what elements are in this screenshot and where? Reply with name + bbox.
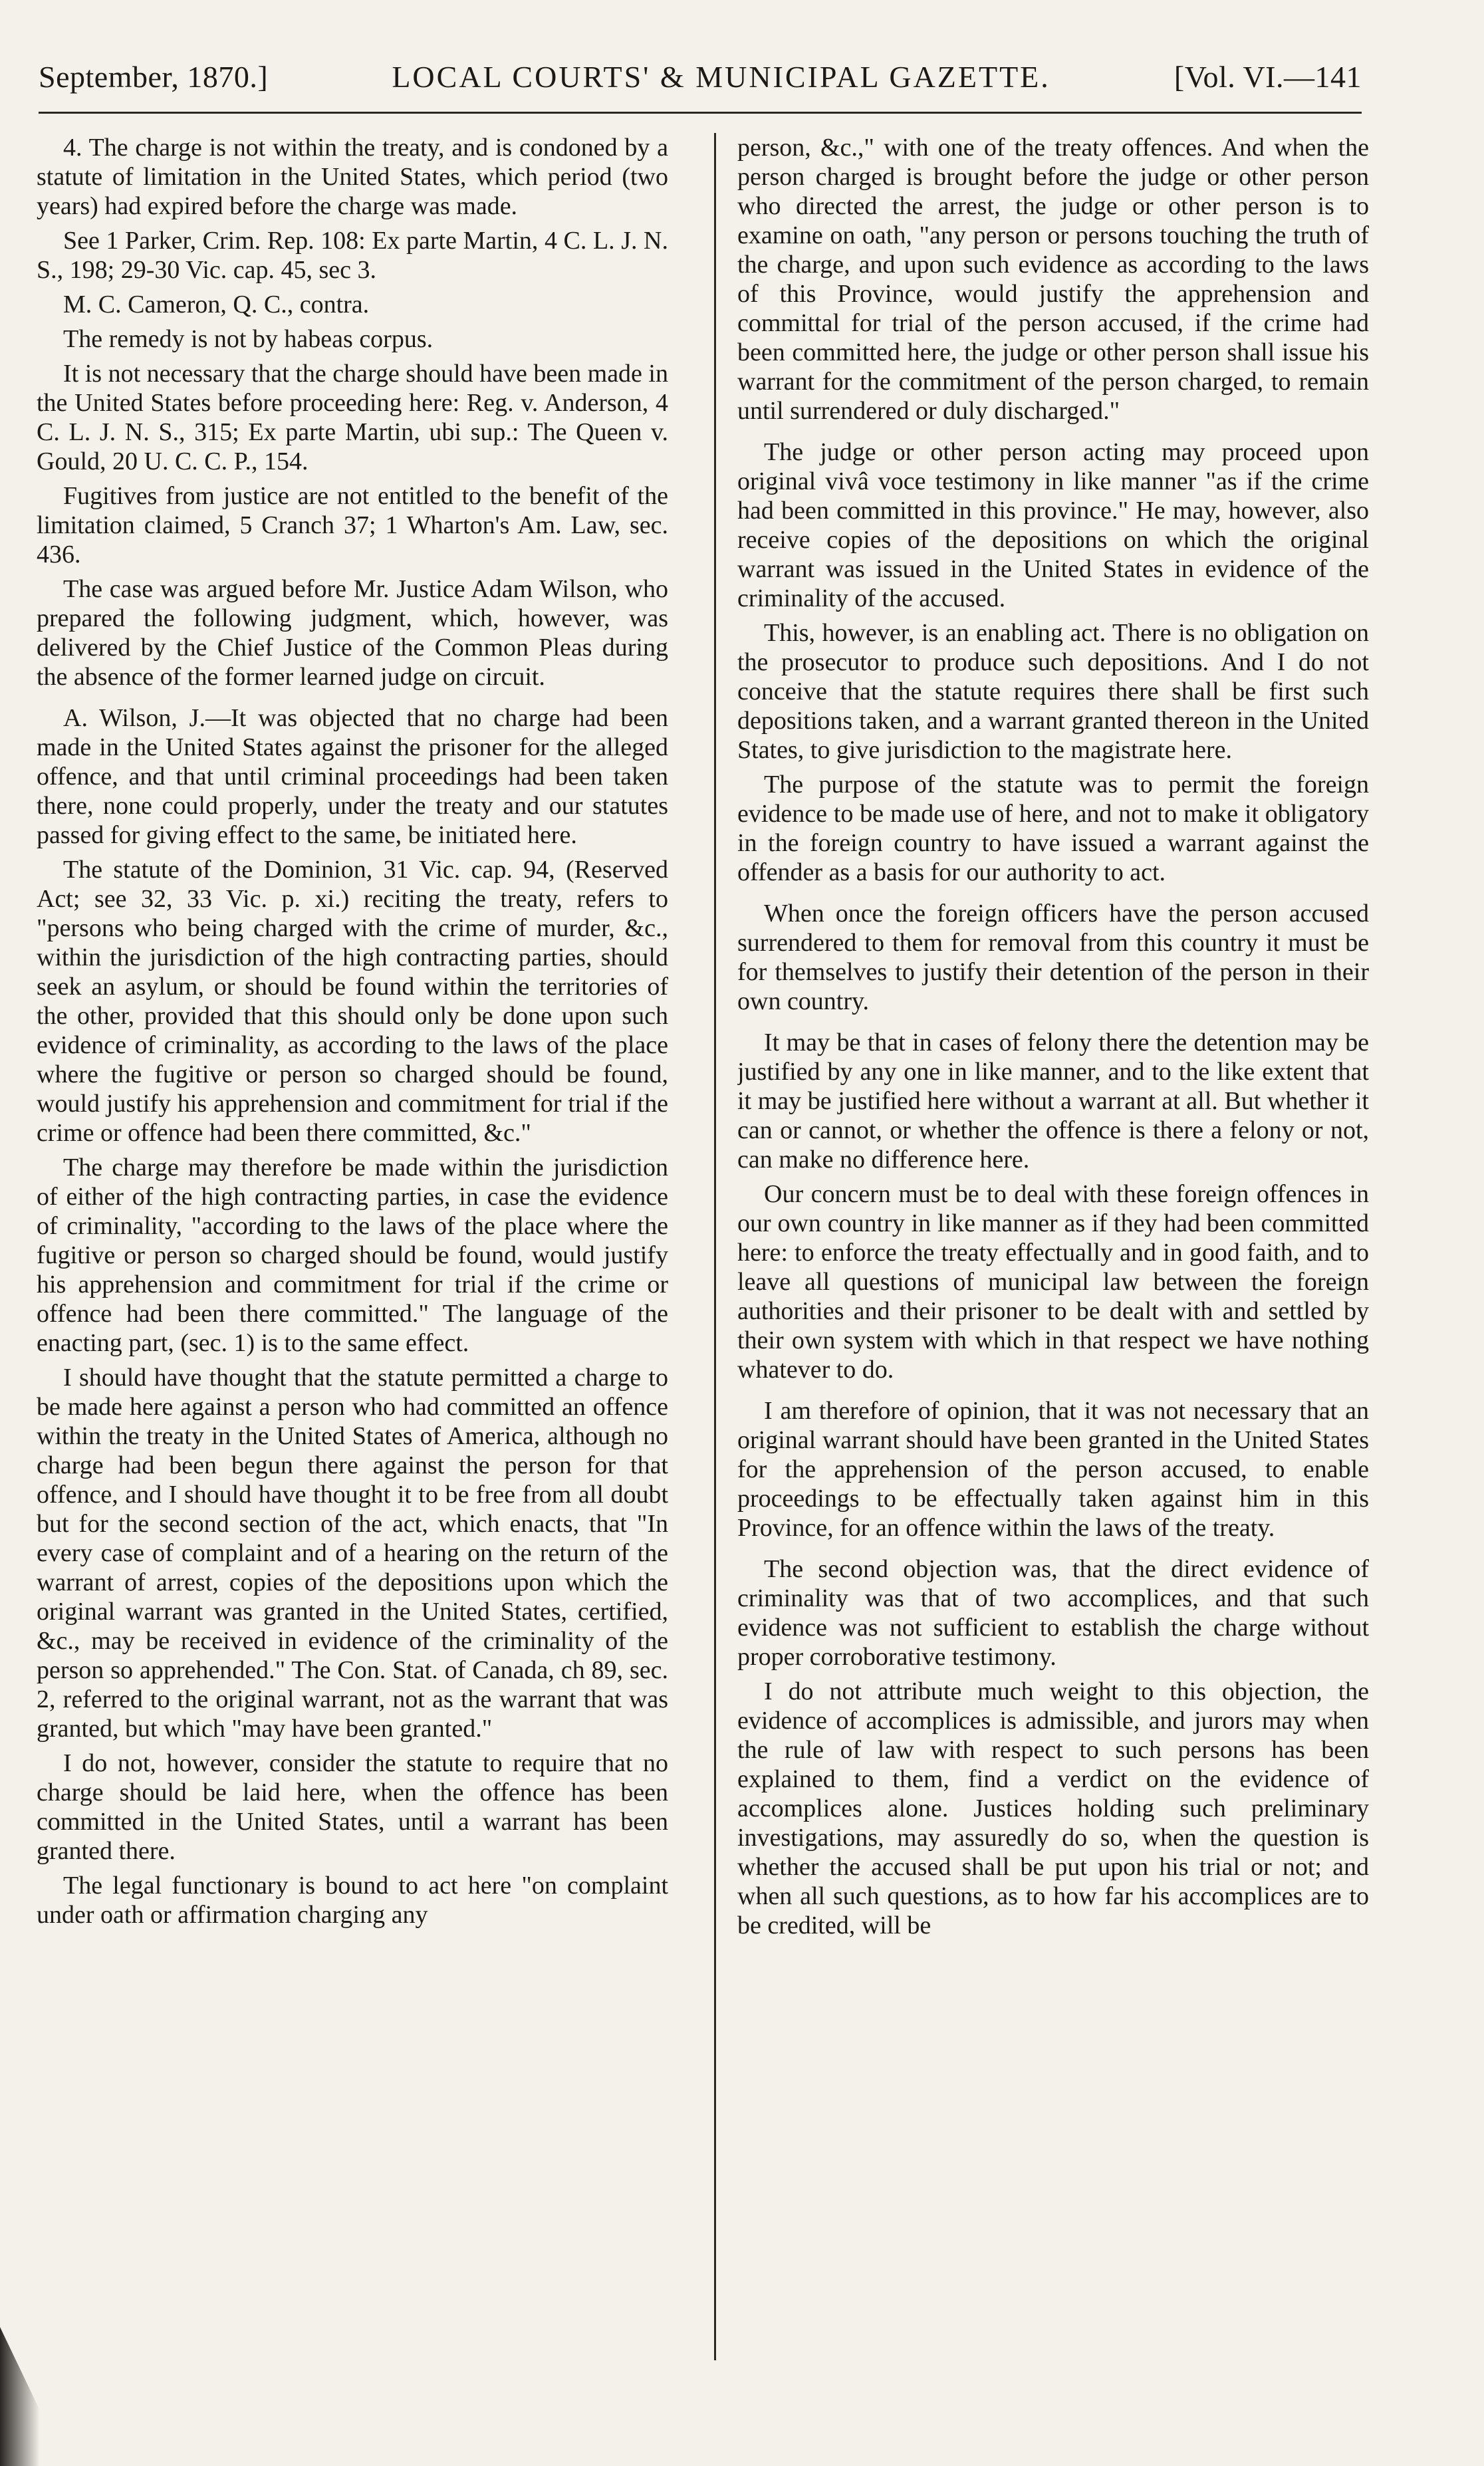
paragraph: I do not, however, consider the statute to require that no charge should be laid here, when the offence has been committed in the United States, until a warrant has been granted there. [37,1749,668,1865]
page-edge-shadow [0,2327,40,2466]
right-column [737,133,1369,2400]
paragraph: The purpose of the statute was to permit the foreign evidence to be made use of here, and not to make it obligatory in the foreign country to have issued a warrant against the offender as a basis for our authority to act. [737,771,1369,886]
paragraph: It is not necessary that the charge should have been made in the United States before proceeding here: Reg. v. Anderson, 4 C. L. J. N. S., 315; Ex parte Martin, ubi sup.: The Queen v. Gould, 20 U. C. C. P., 154. [37,360,668,475]
paragraph: This, however, is an enabling act. There is no obligation on the prosecutor to produce such depositions. And I do not conceive that the statute requires there shall be first such depositions taken, and a warrant granted thereon in the United States, to give jurisdiction to the magistrate here. [737,619,1369,764]
column-divider [714,133,716,2360]
paragraph: Our concern must be to deal with these foreign offences in our own country in like manner as if they had been committed here: to enforce the treaty effectually and in good faith, and to leave all questions of municipal law between the foreign authorities and their prisoner to be dealt with and settled by their own system with which in that respect we have nothing whatever to do. [737,1180,1369,1384]
paragraph: The second objection was, that the direct evidence of criminality was that of two accomplices, and that such evidence was not sufficient to establish the charge without proper corroborative testimony. [737,1555,1369,1671]
header-rule [39,112,1362,114]
paragraph: See 1 Parker, Crim. Rep. 108: Ex parte Martin, 4 C. L. J. N. S., 198; 29-30 Vic. cap. 45, sec 3. [37,227,668,284]
judgment-opening: A. Wilson, J.—It was objected that no charge had been made in the United States against the prisoner for the alleged offence, and that until criminal proceedings had been taken there, none could properly, under the treaty and our statutes passed for giving effect to the same, be initiated here. [37,704,668,849]
paragraph: The remedy is not by habeas corpus. [63,325,433,353]
paragraph: I should have thought that the statute permitted a charge to be made here against a person who had committed an offence within the treaty in the United States of America, although no charge had been begun there against the person for that offence, and I should have thought it to be free from all doubt but for the second section of the act, which enacts, that "In every case of complaint and of a hearing on the return of the warrant of arrest, copies of the depositions upon which the original warrant was granted in the United States, certified, &c., may be received in evidence of the criminality of the person so apprehended." The Con. Stat. of Canada, ch 89, sec. 2, referred to the original warrant, not as the warrant that was granted, but which "may have been granted." [37,1364,668,1743]
paragraph: The case was argued before Mr. Justice Adam Wilson, who prepared the following judgment, which, however, was delivered by the Chief Justice of the Common Pleas during the absence of the former learned judge on circuit. [37,575,668,691]
header-title: LOCAL COURTS' & MUNICIPAL GAZETTE. [392,59,1051,94]
paragraph: The judge or other person acting may proceed upon original vivâ voce testimony in like manner "as if the crime had been committed in this province." He may, however, also receive copies of the depositions on which the original warrant was issued in the United States in evidence of the criminality of the accused. [737,438,1369,612]
paragraph: The charge may therefore be made within the jurisdiction of either of the high contracting parties, in case the evidence of criminality, "according to the laws of the place where the fugitive or person so charged should be found, would justify his apprehension and commitment for trial if the crime or offence had been there committed." The language of the enacting part, (sec. 1) is to the same effect. [37,1154,668,1357]
paragraph: I am therefore of opinion, that it was not necessary that an original warrant should have been granted in the United States for the apprehension of the person accused, to enable proceedings to be effectually taken against him in this Province, for an offence within the laws of the treaty. [737,1397,1369,1542]
paragraph: The statute of the Dominion, 31 Vic. cap. 94, (Reserved Act; see 32, 33 Vic. p. xi.) reciting the treaty, refers to "persons who being charged with the crime of murder, &c., within the jurisdiction of the high contracting parties, should seek an asylum, or should be found within the territories of the other, provided that this should only be done upon such evidence of criminality, as according to the laws of the place where the fugitive or person so charged should be found, would justify his apprehension and commitment for trial if the crime or offence had been there committed, &c." [37,856,668,1147]
paragraph: I do not attribute much weight to this objection, the evidence of accomplices is admissible, and jurors may when the rule of law with respect to such persons has been explained to them, find a verdict on the evidence of accomplices alone. Justices holding such preliminary investigations, may assuredly do so, when the question is whether the accused shall be put upon his trial or not; and when all such questions, as to how far his accomplices are to be credited, will be [737,1677,1369,1939]
left-column [37,133,668,2400]
paragraph: M. C. Cameron, Q. C., contra. [63,291,370,318]
paragraph: It may be that in cases of felony there the detention may be justified by any one in like manner, and to the like extent that it may be justified here without a warrant at all. But whether it can or cannot, or whether the offence is there a felony or not, can make no difference here. [737,1029,1369,1173]
paragraph: Fugitives from justice are not entitled to the benefit of the limitation claimed, 5 Cranch 37; 1 Wharton's Am. Law, sec. 436. [37,482,668,568]
paragraph: When once the foreign officers have the person accused surrendered to them for removal from this country it must be for themselves to justify their detention of the person in their own country. [737,900,1369,1015]
paragraph: 4. The charge is not within the treaty, and is condoned by a statute of limitation in the United States, which period (two years) had expired before the charge was made. [37,134,668,220]
paragraph: The legal functionary is bound to act here "on complaint under oath or affirmation charging any [37,1872,668,1929]
page-header [39,48,1362,105]
header-volume: [Vol. VI.—141 [1174,59,1362,94]
header-date: September, 1870.] [39,59,269,94]
paragraph: person, &c.," with one of the treaty offences. And when the person charged is brought before the judge or other person who directed the arrest, the judge or other person is to examine on oath, "any person or persons touching the truth of the charge, and upon such evidence as according to the laws of this Province, would justify the apprehension and committal for trial of the person accused, if the crime had been committed here, the judge or other person shall issue his warrant for the commitment of the person charged, to remain until surrendered or duly discharged." [737,134,1369,425]
